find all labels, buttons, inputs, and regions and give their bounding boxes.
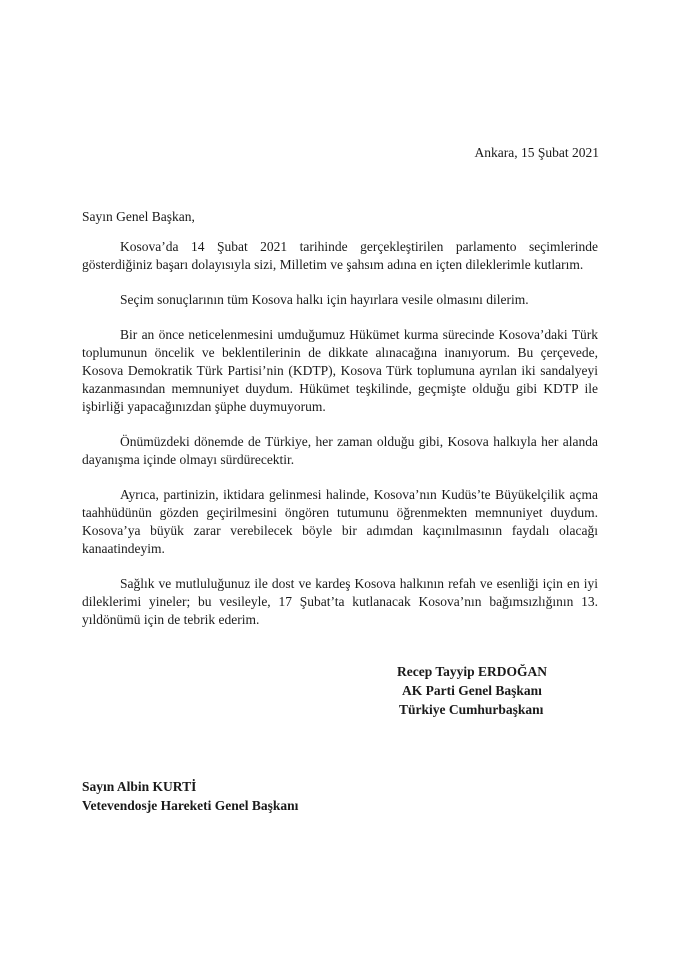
sender-title-president: Türkiye Cumhurbaşkanı — [399, 702, 544, 717]
paragraph-turkish-community: Bir an önce neticelenmesini umduğumuz Hükümet kurma sürecinde Kosova’daki Türk toplumunun öncelik ve beklentilerinin de dikkate alınacağına inanıyorum. Bu çerçevede, Kosova Demokratik Türk Partisi’nin (KDTP), Kosova Türk toplumuna ayrılan iki sandalyeyi kazanmasından memnuniyet duydum. Hükümet teşkilinde, geçmişte olduğu gibi KDTP ile işbirliği yapacağınızdan şüphe duymuyorum. — [82, 327, 598, 414]
recipient-title: Vetevendosje Hareketi Genel Başkanı — [82, 798, 299, 813]
paragraph-jerusalem-embassy: Ayrıca, partinizin, iktidara gelinmesi halinde, Kosova’nın Kudüs’te Büyükelçilik açma taahhüdünün gözden geçirilmesini öngören tutumunu öğrenmekten memnuniyet duydum. Kosova’ya büyük zarar verebilecek böyle bir adımdan kaçınılmasının faydalı olacağı kanaatindeyim. — [82, 487, 598, 556]
recipient-block — [82, 777, 298, 815]
sender-title-party: AK Parti Genel Başkanı — [402, 683, 542, 698]
salutation: Sayın Genel Başkan, — [82, 209, 195, 224]
letter-body — [82, 238, 598, 646]
place-date: Ankara, 15 Şubat 2021 — [474, 145, 599, 160]
paragraph-election-results: Seçim sonuçlarının tüm Kosova halkı için hayırlara vesile olmasını dilerim. — [120, 292, 529, 307]
paragraph-congratulation: Kosova’da 14 Şubat 2021 tarihinde gerçekleştirilen parlamento seçimlerinde gösterdiğiniz başarı dolayısıyla sizi, Milletim ve şahsım adına en içten dileklerimle kutlarım. — [82, 239, 598, 272]
paragraph-closing: Sağlık ve mutluluğunuz ile dost ve kardeş Kosova halkının refah ve esenliği için en iyi dileklerimi yineler; bu vesileyle, 17 Şubat’ta kutlanacak Kosova’nın bağımsızlığının 13. yıldönümü için de tebrik ederim. — [82, 576, 598, 627]
recipient-name: Sayın Albin KURTİ — [82, 779, 197, 794]
sender-block — [397, 662, 617, 719]
paragraph-solidarity: Önümüzdeki dönemde de Türkiye, her zaman olduğu gibi, Kosova halkıyla her alanda dayanışma içinde olmayı sürdürecektir. — [82, 434, 598, 467]
sender-name: Recep Tayyip ERDOĞAN — [397, 664, 548, 679]
